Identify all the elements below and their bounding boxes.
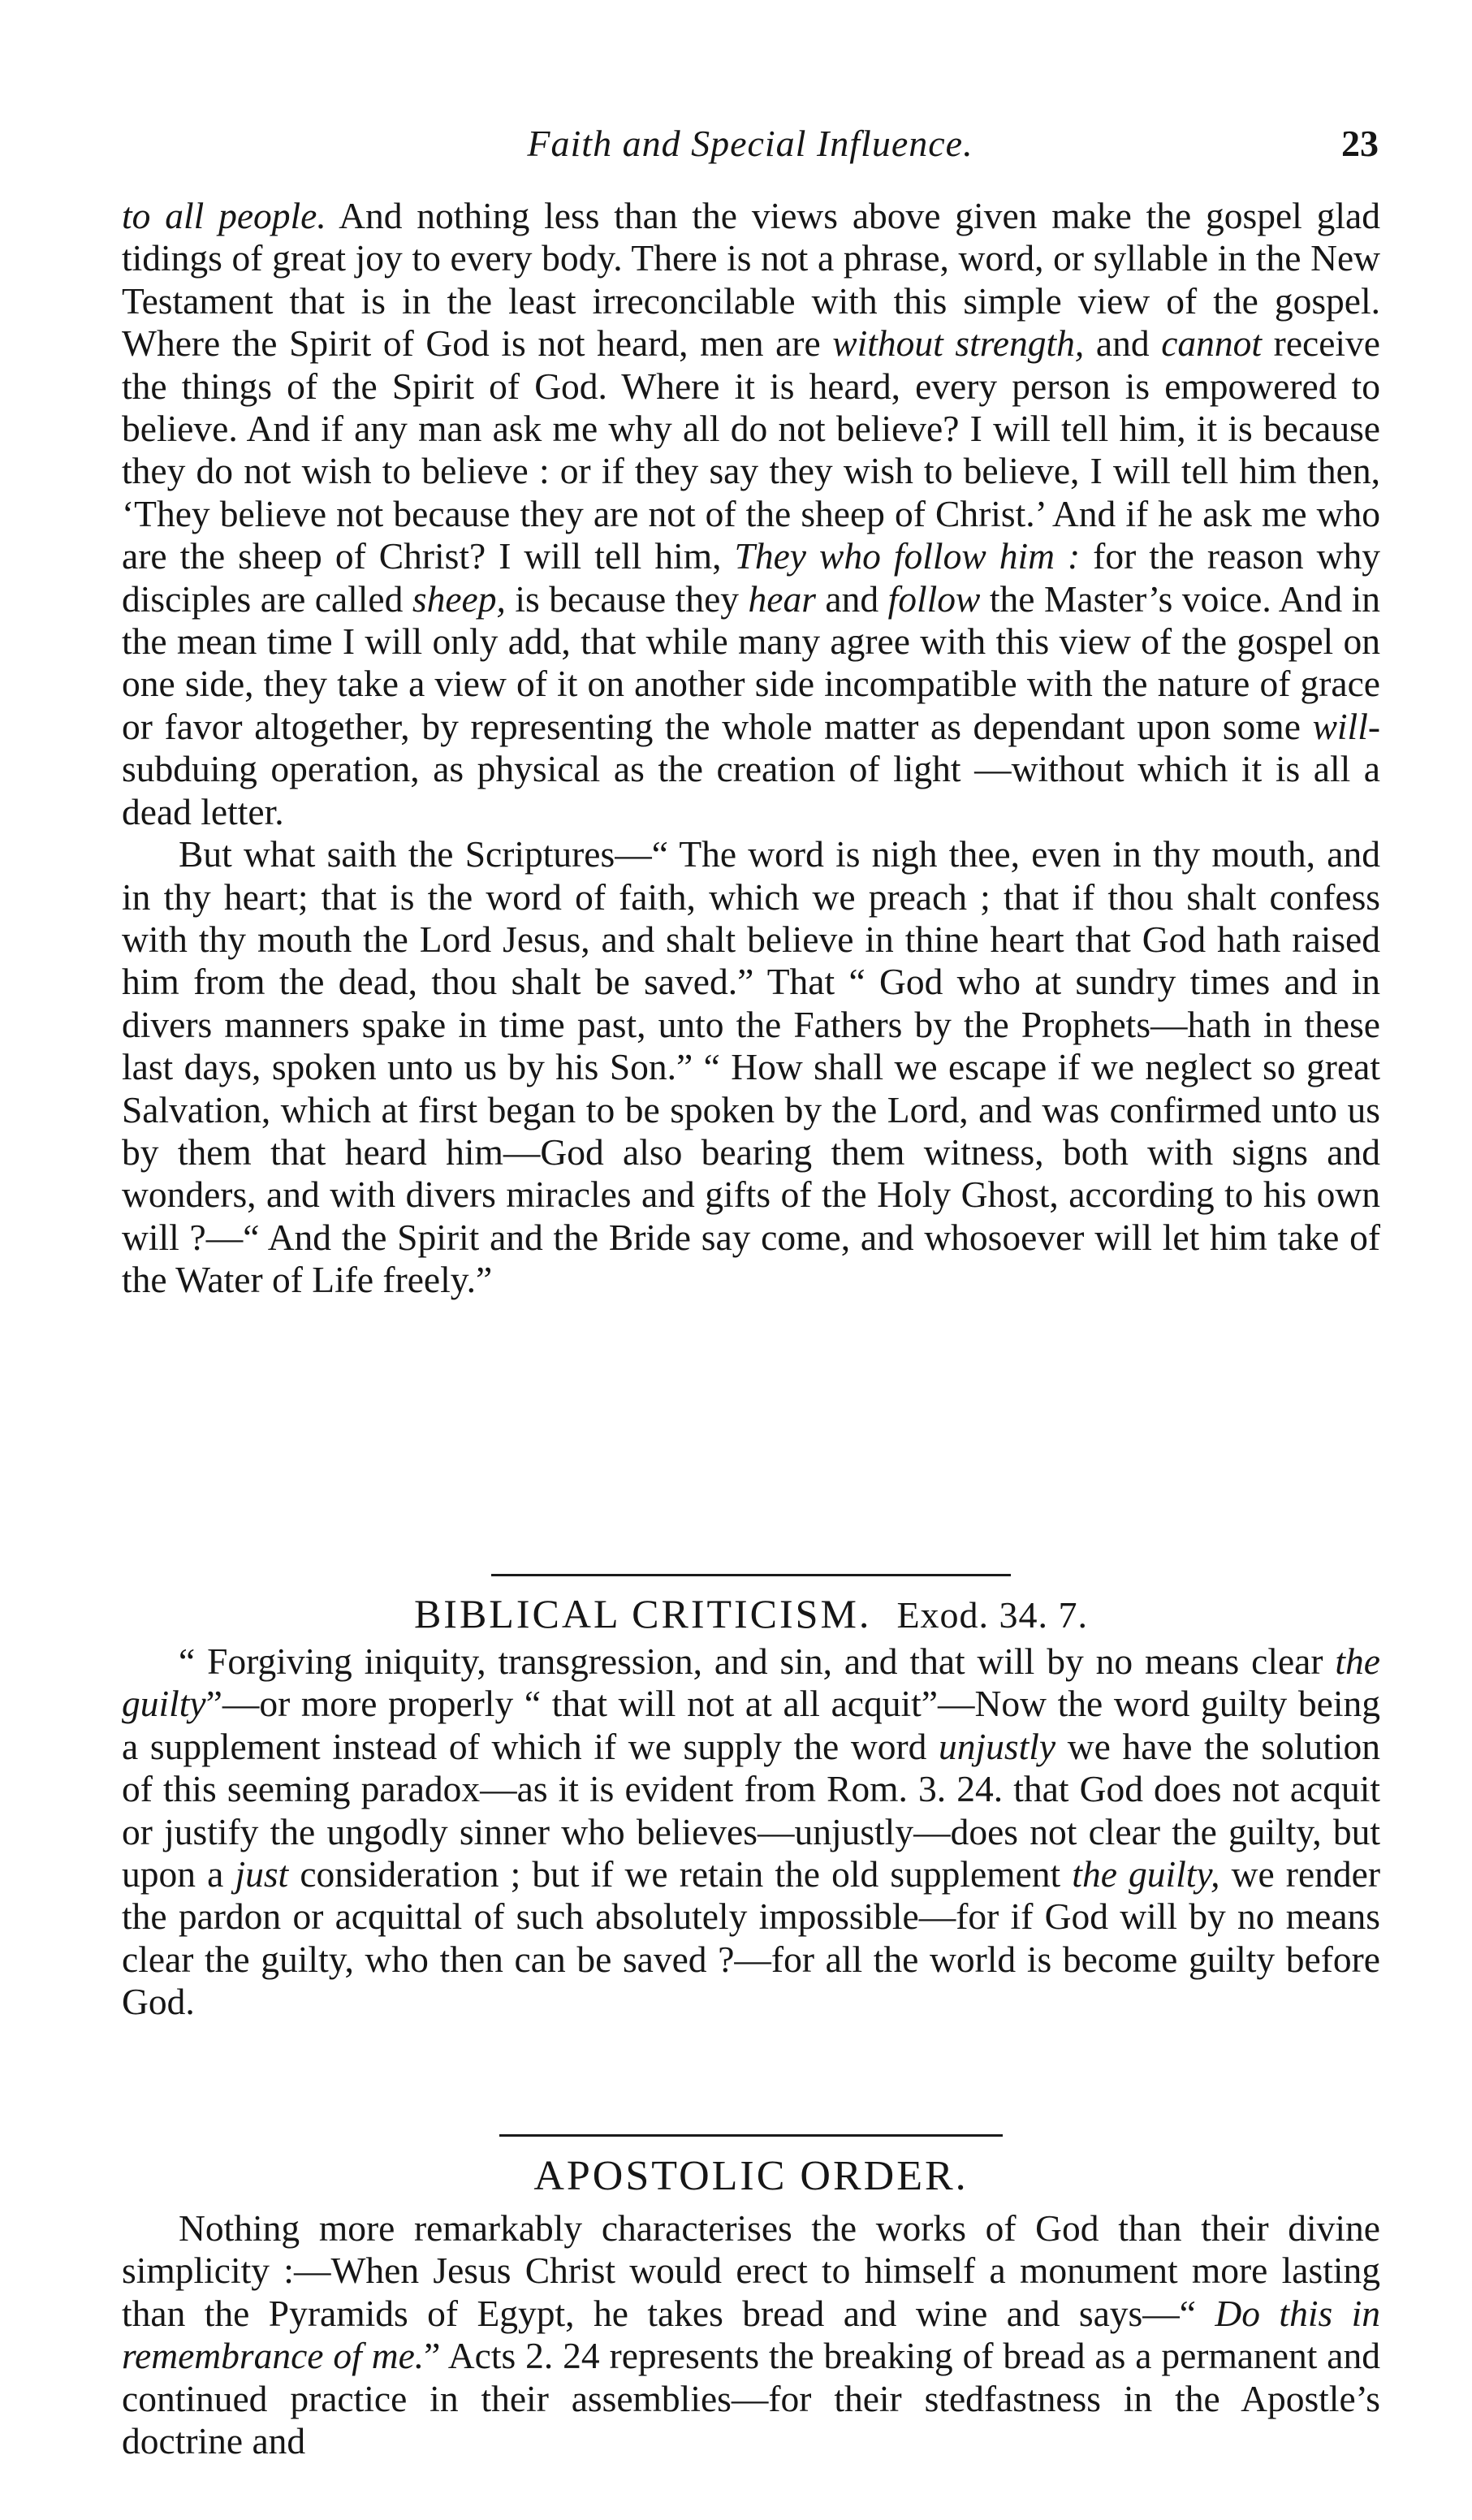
italic-run: to all people. xyxy=(122,195,326,236)
text-run: the Master’s voice. And in the mean time I will only add, that while many agree with this view of the gospel on one side, they take a view of it on another side incompatible with the nature of grace or favor altogether, by representing the whole matter as dependant upon some xyxy=(122,577,1380,747)
italic-run: without strength, xyxy=(832,322,1085,365)
paragraph-faith-2 xyxy=(122,833,1380,1301)
italic-run: the guilty, xyxy=(1072,1853,1220,1895)
heading-reference: Exod. 34. 7. xyxy=(896,1594,1089,1636)
text-run: -subduing operation, as physical as the creation of light —without which it is all a dead letter. xyxy=(122,705,1380,832)
section-divider-2 xyxy=(499,2134,1003,2137)
section-apostolic-body xyxy=(122,2207,1380,2462)
italic-run: Do this in remembrance of me. xyxy=(122,2292,1381,2377)
text-run: And nothing less than the views above given make the gospel glad tidings of great joy to every body. There is not a phrase, word, or syllable in the New Testament that is in the least irreconcilable with this simple view of the gospel. Where the Spirit of God is not heard, men are xyxy=(122,195,1380,365)
italic-run: just xyxy=(235,1853,289,1895)
heading-apostolic-order xyxy=(122,2152,1380,2200)
text-run: But what saith the Scriptures—“ The word is nigh thee, even in thy mouth, and in thy heart; that is the word of faith, which we preach ; that if thou shalt confess with thy mouth the Lord Jesus, and shalt believe in thine heart that God hath raised him from the dead, thou shalt be saved.” That “ God who at sundry times and in divers manners spake in time past, unto the Fathers by the Prophets—hath in these last days, spoken unto us by his Son.” “ How shall we escape if we neglect so great Salvation, which at first began to be spoken by the Lord, and was confirmed unto us by them that heard him—God also bearing them witness, both with signs and wonders, and with divers miracles and gifts of the Holy Ghost, according to his own will ?—“ And the Spirit and the Bride say come, and whosoever will let him take of the Water of Life freely.” xyxy=(122,833,1380,1301)
italic-run: unjustly xyxy=(939,1725,1056,1767)
text-run: we render the pardon or acquittal of such absolutely impossible—for if God will by no means clear the guilty, who then can be saved ?—for all the world is become guilty before God. xyxy=(122,1853,1380,2023)
text-run: receive the things of the Spirit of God. Where it is heard, every person is empowered to believe. And if any man ask me why all do not believe? I will tell him, it is because they do not wish to believe : or if they say they wish to believe, I will tell him then, ‘They believe not because they are not of the sheep of Christ.’ And if he ask me who are the sheep of Christ? I will tell him, xyxy=(122,322,1380,577)
text-run: we have the solution of this seeming paradox—as it is evident from Rom. 3. 24. that God does not acquit or justify the ungodly sinner who believes—unjustly—does not clear the guilty, but upon a xyxy=(122,1725,1380,1895)
section-criticism-body xyxy=(122,1640,1380,2024)
italic-run: They who follow him : xyxy=(734,535,1081,577)
italic-run: the guilty xyxy=(122,1640,1380,1725)
text-run: is because they xyxy=(505,577,749,620)
paragraph-criticism xyxy=(122,1640,1380,2024)
paragraph-faith-1 xyxy=(122,195,1380,833)
text-run: ” Acts 2. 24 represents the breaking of bread as a permanent and continued practice in their assemblies—for their stedfastness in the Apostle’s doctrine and xyxy=(122,2335,1380,2462)
text-run: and xyxy=(1084,322,1162,365)
italic-run: cannot xyxy=(1161,322,1263,365)
italic-run: sheep, xyxy=(412,577,506,620)
italic-run: will xyxy=(1312,705,1368,747)
italic-run: hear xyxy=(748,577,816,620)
heading-title: APOSTOLIC ORDER. xyxy=(533,2153,969,2199)
text-run: consideration ; but if we retain the old supplement xyxy=(288,1853,1073,1895)
running-title: Faith and Special Influence. xyxy=(527,123,973,164)
text-run: “ Forgiving iniquity, transgression, and sin, and that will by no means clear xyxy=(179,1640,1336,1682)
running-head xyxy=(122,122,1379,171)
heading-biblical-criticism xyxy=(122,1590,1380,1637)
italic-run: follow xyxy=(887,577,981,620)
section-divider-1 xyxy=(491,1574,1011,1576)
paragraph-apostolic xyxy=(122,2207,1380,2462)
text-run: for the reason why disciples are called xyxy=(122,535,1381,620)
text-run: Nothing more remarkably characterises the works of God than their divine simplicity :—When Jesus Christ would erect to himself a monument more lasting than the Pyramids of Egypt, he takes bread and wine and says—“ xyxy=(122,2207,1380,2334)
section-faith-body xyxy=(122,195,1380,1302)
text-run: ”—or more properly “ that will not at all acquit”—Now the word guilty being a supplement instead of which if we supply the word xyxy=(122,1683,1380,1767)
heading-title: BIBLICAL CRITICISM. xyxy=(413,1591,872,1636)
text-run: and xyxy=(815,577,888,620)
page-number: 23 xyxy=(1341,123,1379,164)
